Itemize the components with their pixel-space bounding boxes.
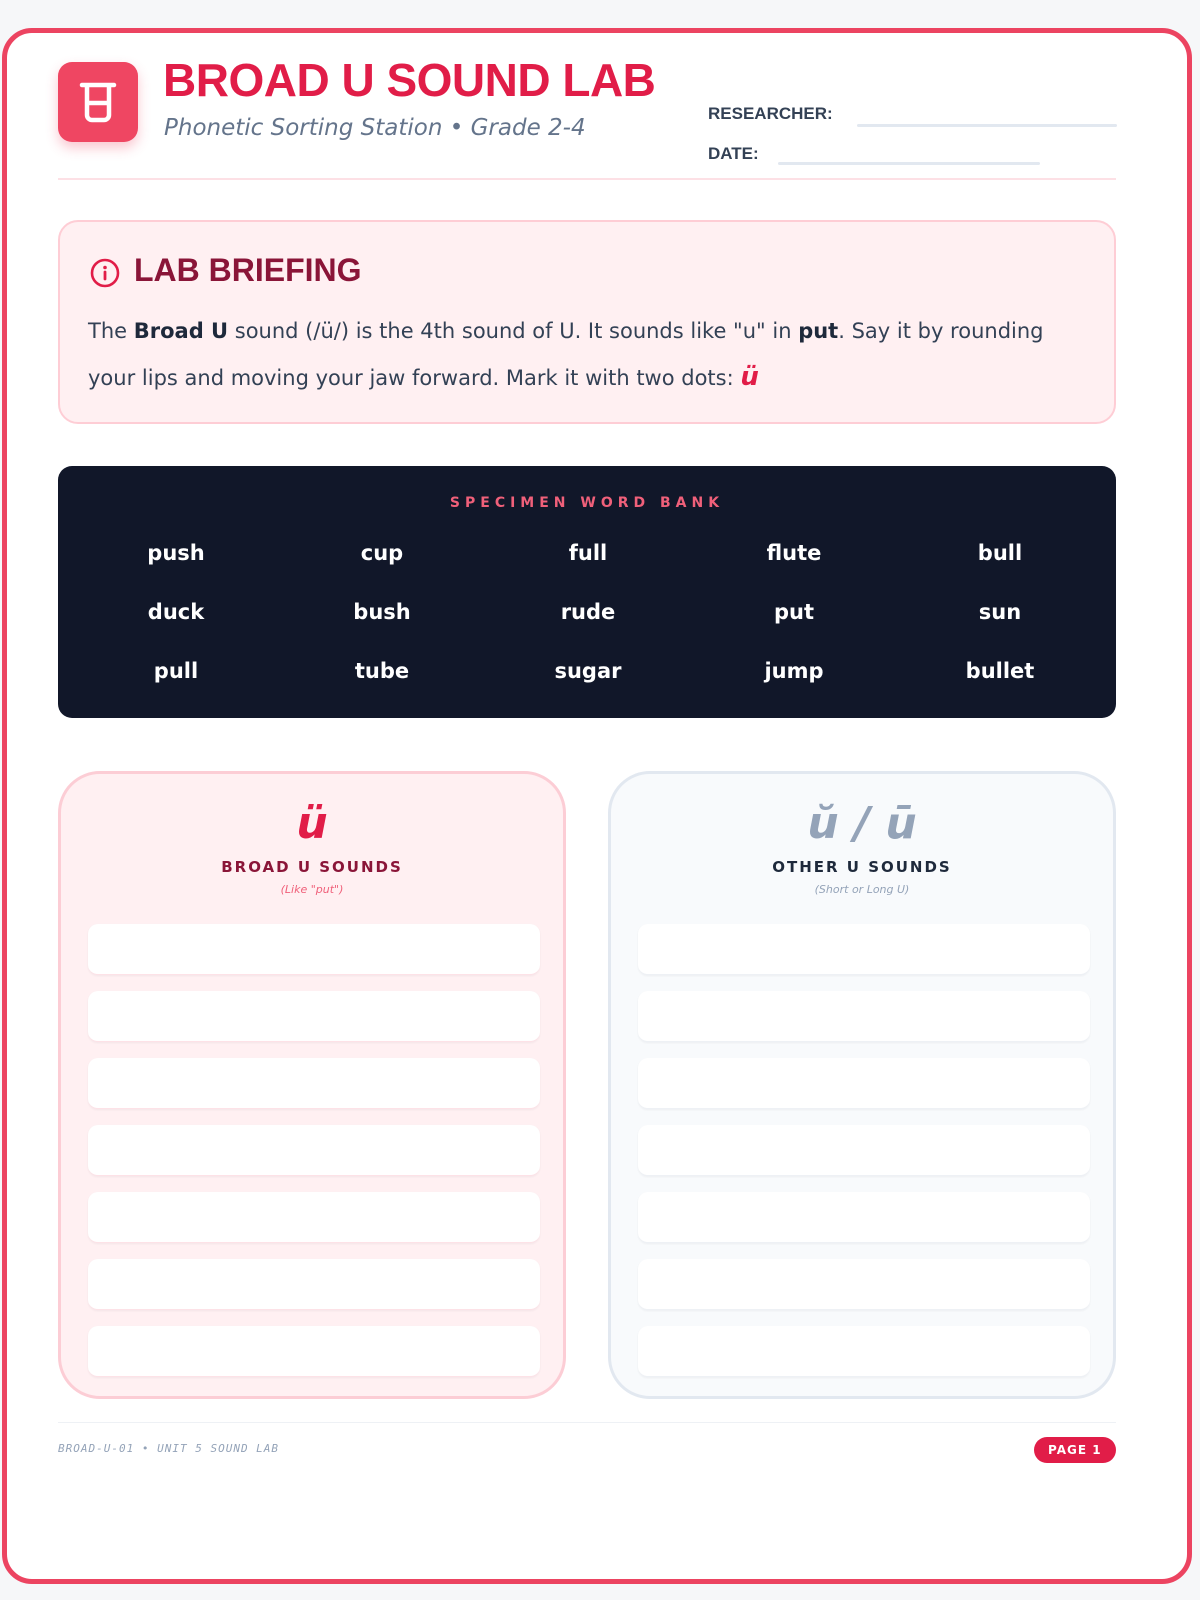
word-item: bullet [965, 659, 1035, 683]
date-field[interactable] [778, 162, 1040, 165]
date-label: DATE: [708, 144, 759, 163]
word-item: duck [147, 600, 205, 624]
word-item: bull [977, 541, 1023, 565]
answer-line[interactable] [88, 991, 540, 1042]
answer-line[interactable] [88, 1192, 540, 1243]
word-bank-title: SPECIMEN WORD BANK [449, 495, 725, 511]
word-item: sun [978, 600, 1022, 624]
word-bank-panel [58, 466, 1116, 718]
broad-u-mark: ü [740, 362, 759, 392]
broad-u-answer-list [88, 924, 540, 1393]
answer-line[interactable] [638, 1259, 1090, 1310]
footer-code: BROAD-U-01 • UNIT 5 SOUND LAB [58, 1442, 280, 1455]
other-u-column [608, 771, 1116, 1399]
word-item: sugar [554, 659, 622, 683]
broad-u-title: BROAD U SOUNDS [221, 858, 403, 876]
word-item: push [147, 541, 205, 565]
word-grid [73, 536, 1103, 713]
page-title: BROAD U SOUND LAB [163, 54, 656, 106]
answer-line[interactable] [88, 1058, 540, 1109]
answer-line[interactable] [88, 1326, 540, 1377]
word-item: pull [153, 659, 199, 683]
answer-line[interactable] [88, 1259, 540, 1310]
answer-line[interactable] [88, 1125, 540, 1176]
lab-briefing-panel [58, 220, 1116, 424]
other-u-answer-list [638, 924, 1090, 1393]
word-item: bush [353, 600, 411, 624]
researcher-field[interactable] [857, 124, 1117, 127]
broad-u-symbol: ü [296, 798, 328, 849]
word-item: flute [766, 541, 822, 565]
word-item: full [568, 541, 608, 565]
broad-u-subtitle: (Like "put") [280, 883, 344, 896]
answer-line[interactable] [88, 924, 540, 975]
header-divider [58, 178, 1116, 180]
page-subtitle: Phonetic Sorting Station • Grade 2-4 [164, 115, 586, 141]
other-u-subtitle: (Short or Long U) [814, 883, 910, 896]
answer-line[interactable] [638, 1326, 1090, 1377]
researcher-label: RESEARCHER: [708, 104, 833, 123]
word-item: jump [764, 659, 824, 683]
footer-divider [58, 1422, 1116, 1423]
broad-u-column [58, 771, 566, 1399]
answer-line[interactable] [638, 1192, 1090, 1243]
briefing-title: LAB BRIEFING [134, 252, 362, 288]
word-item: cup [360, 541, 404, 565]
answer-line[interactable] [638, 1058, 1090, 1109]
other-u-title: OTHER U SOUNDS [772, 858, 952, 876]
answer-line[interactable] [638, 991, 1090, 1042]
info-icon [89, 257, 121, 289]
briefing-text: The Broad U sound (/ü/) is the 4th sound of U. It sounds like "u" in put. Say it by rounding your lips and moving your jaw forward. Mark it with two dots: ü [88, 319, 1044, 392]
answer-line[interactable] [638, 924, 1090, 975]
answer-line[interactable] [638, 1125, 1090, 1176]
beaker-icon [58, 62, 138, 142]
word-item: rude [560, 600, 616, 624]
word-item: put [773, 600, 815, 624]
other-u-symbol: ŭ / ū [807, 798, 917, 849]
page-badge: PAGE 1 [1034, 1437, 1116, 1463]
word-item: tube [354, 659, 410, 683]
